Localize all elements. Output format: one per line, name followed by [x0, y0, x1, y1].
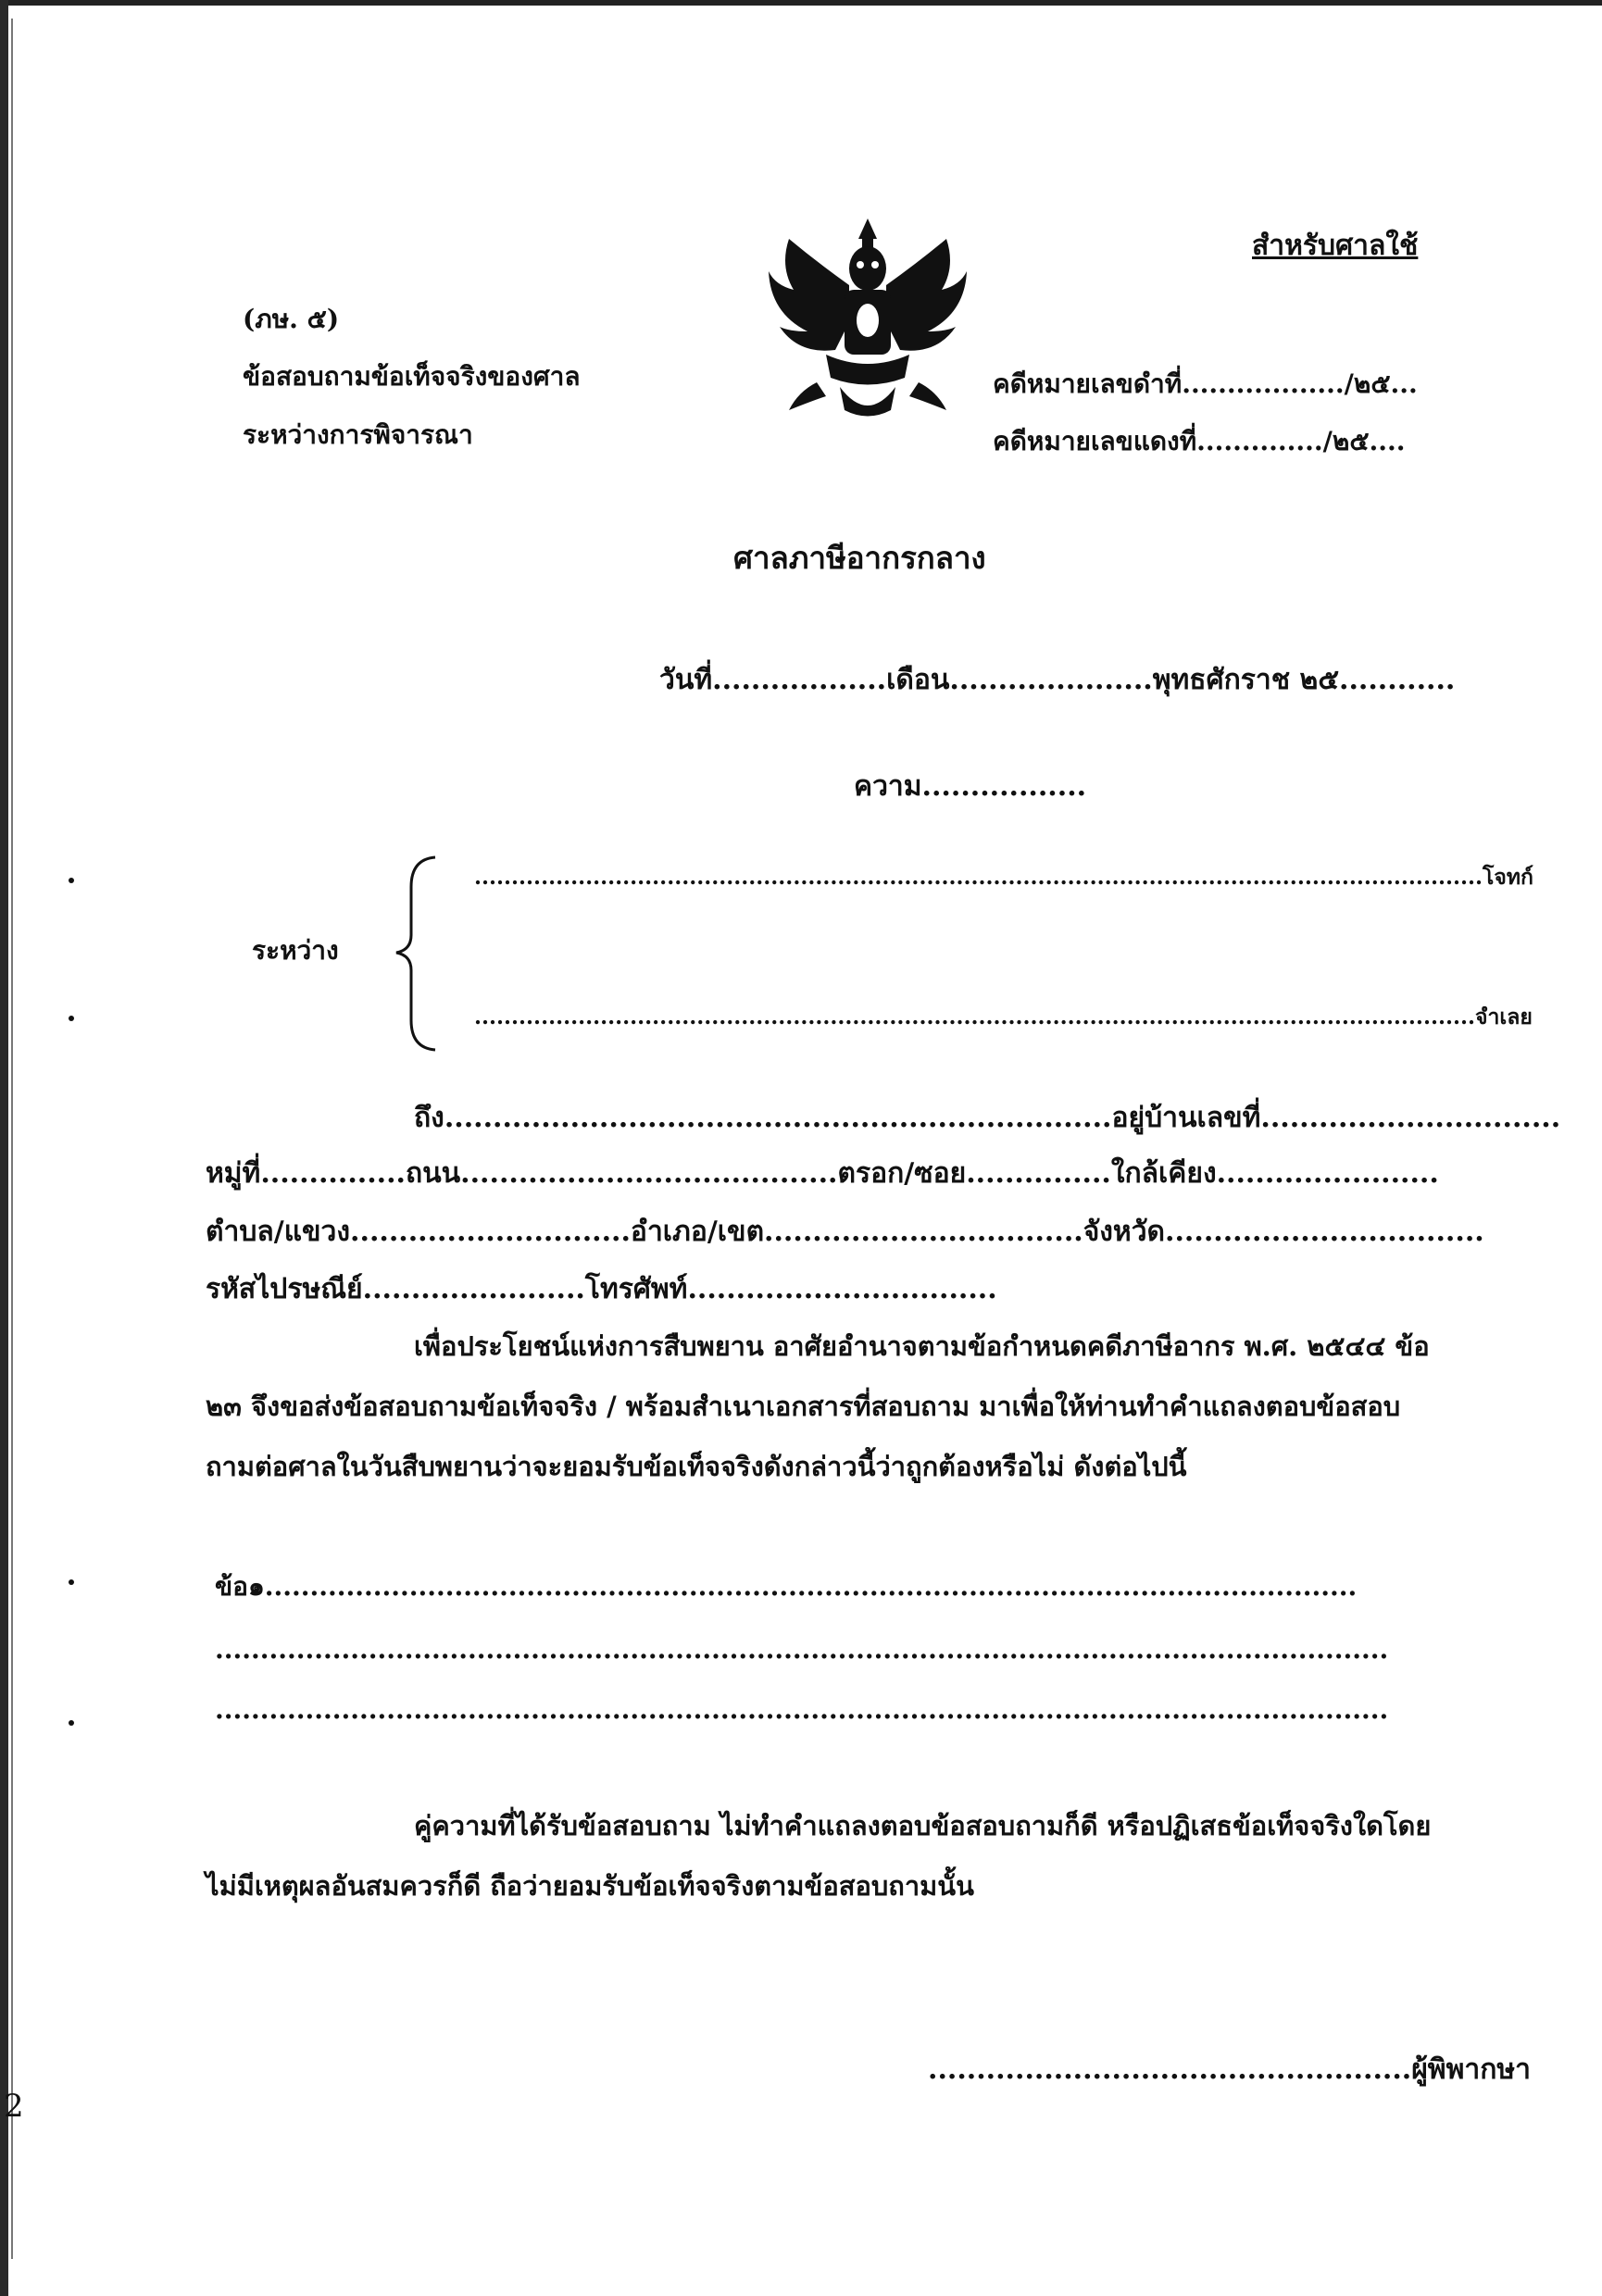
black-case-number-field: คดีหมายเลขดำที่................../๒๕... [993, 368, 1418, 399]
scan-border-left-inner [11, 19, 13, 2259]
red-case-number-field: คดีหมายเลขแดงที่............../๒๕.... [993, 426, 1406, 456]
margin-mark: 2 [4, 2088, 24, 2125]
address-line1: ถึง.....................................................................อยู่บ้านเลขที่............................... [414, 1102, 1561, 1134]
between-label: ระหว่าง [252, 935, 339, 966]
defendant-line: .......................................................................................................................................จำเลย [474, 1004, 1533, 1029]
form-title-line2: ระหว่างการพิจารณา [243, 419, 473, 450]
form-code: (ภษ. ๕) [243, 304, 340, 334]
body-paragraph-line1: เพื่อประโยชน์แห่งการสืบพยาน อาศัยอำนาจตามข้อกำหนดคดีภาษีอากร พ.ศ. ๒๕๔๔ ข้อ [414, 1330, 1430, 1362]
margin-dot [69, 1579, 74, 1585]
garuda-emblem-icon [761, 211, 974, 424]
form-title-line1: ข้อสอบถามข้อเท็จจริงของศาล [243, 361, 581, 392]
margin-dot [69, 1016, 74, 1021]
margin-dot [69, 878, 74, 883]
plaintiff-line: ........................................................................................................................................โจทก์ [474, 865, 1533, 890]
closing-paragraph-line1: คู่ความที่ได้รับข้อสอบถาม ไม่ทำคำแถลงตอบข้อสอบถามก็ดี หรือปฏิเสธข้อเท็จจริงใดโดย [414, 1810, 1432, 1841]
case-line: ความ................. [854, 770, 1087, 803]
question-line1: ข้อ๑......................................................................................................................... [215, 1571, 1358, 1602]
scan-border-top [0, 0, 1602, 6]
body-paragraph-line3: ถามต่อศาลในวันสืบพยานว่าจะยอมรับข้อเท็จจริงดังกล่าวนี้ว่าถูกต้องหรือไม่ ดังต่อไปนี้ [206, 1451, 1187, 1482]
closing-paragraph-line2: ไม่มีเหตุผลอันสมควรก็ดี ถือว่ายอมรับข้อเท็จจริงตามข้อสอบถามนั้น [206, 1870, 974, 1902]
judge-signature-line: ..................................................ผู้พิพากษา [928, 2053, 1531, 2086]
scan-border-left [0, 0, 8, 2296]
curly-brace-icon [389, 854, 444, 1053]
court-name: ศาลภาษีอากรกลาง [733, 540, 986, 576]
date-line: วันที่..................เดือน.....................พุทธศักราช ๒๕............ [659, 664, 1456, 696]
address-line3: ตำบล/แขวง.............................อำเภอ/เขต.................................จังหวัด................................. [206, 1216, 1484, 1248]
body-paragraph-line2: ๒๓ จึงขอส่งข้อสอบถามข้อเท็จจริง / พร้อมสำเนาเอกสารที่สอบถาม มาเพื่อให้ท่านทำคำแถลงตอบข้อสอบ [206, 1391, 1401, 1422]
question-line2: .................................................................................................................................. [215, 1634, 1389, 1665]
address-line2: หมู่ที่...............ถนน.......................................ตรอก/ซอย...............ใกล้เคียง....................... [206, 1157, 1439, 1190]
for-court-use-label: สำหรับศาลใช้ [1252, 230, 1419, 262]
address-line4: รหัสไปรษณีย์.......................โทรศัพท์................................ [206, 1273, 997, 1305]
question-line3: .................................................................................................................................. [215, 1694, 1389, 1725]
margin-dot [69, 1720, 74, 1726]
